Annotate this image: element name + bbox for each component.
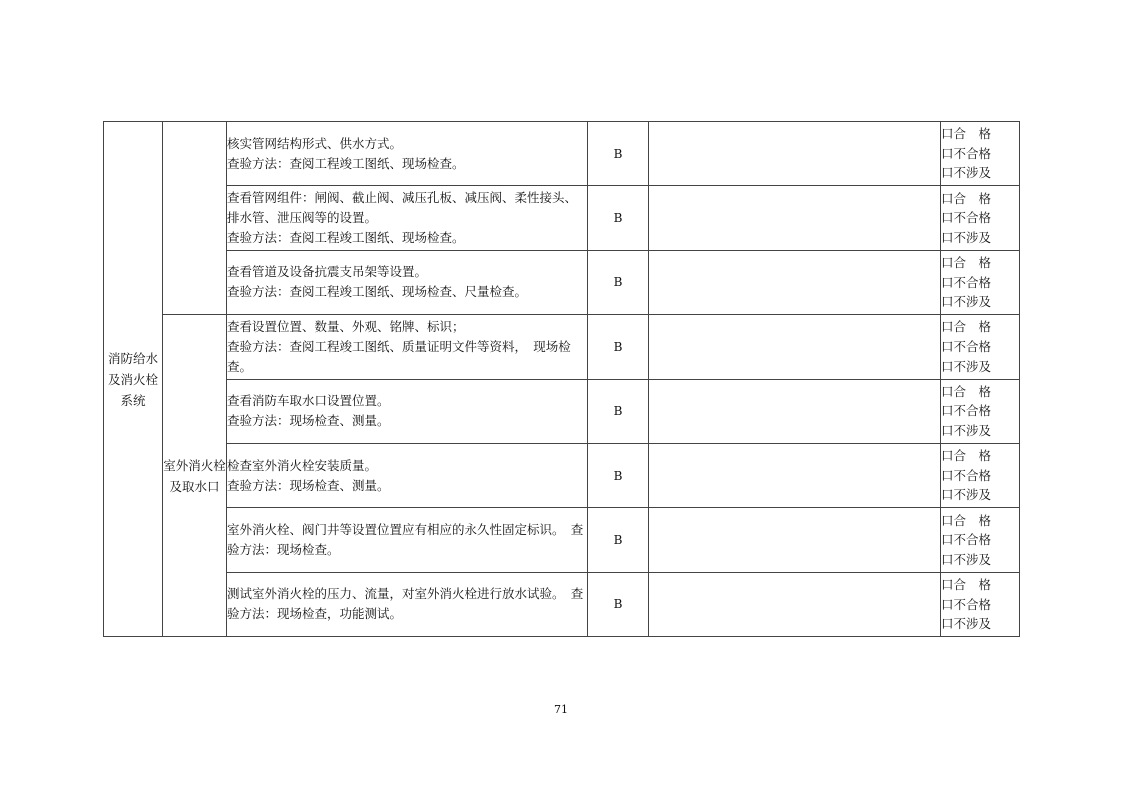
option-fail[interactable]: 口不合格	[941, 532, 992, 548]
subsection-cell	[163, 315, 227, 637]
check-item-text: 查看管道及设备抗震支吊架等设置。	[227, 264, 428, 280]
option-pass[interactable]: 口合 格	[941, 577, 992, 593]
grade-label: B	[613, 533, 623, 548]
check-item-cell	[227, 250, 588, 314]
grade-label: B	[613, 211, 623, 226]
check-item-text: 核实管网结构形式、供水方式。	[227, 135, 403, 151]
grade-label: B	[613, 275, 623, 290]
grade-cell	[588, 315, 649, 379]
check-method-text: 查验方法：现场检查、测量。	[227, 477, 390, 493]
result-options-cell	[941, 315, 1020, 379]
option-not-applicable[interactable]: 口不涉及	[941, 165, 992, 181]
option-not-applicable[interactable]: 口不涉及	[941, 487, 992, 503]
option-pass[interactable]: 口合 格	[941, 448, 992, 464]
option-fail[interactable]: 口不合格	[941, 210, 992, 226]
record-cell[interactable]	[649, 379, 941, 443]
grade-label: B	[613, 146, 623, 161]
system-name: 消防给水及消火栓系统	[107, 350, 158, 408]
option-pass[interactable]: 口合 格	[941, 319, 992, 335]
check-item-text: 测试室外消火栓的压力、流量，对室外消火栓进行放水试验。 查验方法：现场检查，功能测试。	[227, 586, 584, 622]
table-row	[104, 186, 1020, 250]
option-not-applicable[interactable]: 口不涉及	[941, 551, 992, 567]
check-item-cell	[227, 379, 588, 443]
check-item-text: 室外消火栓、阀门井等设置位置应有相应的永久性固定标识。 查验方法：现场检查。	[227, 522, 584, 558]
check-item-cell	[227, 122, 588, 186]
option-fail[interactable]: 口不合格	[941, 274, 992, 290]
option-fail[interactable]: 口不合格	[941, 467, 992, 483]
result-options-cell	[941, 250, 1020, 314]
check-item-cell	[227, 186, 588, 250]
table-row	[104, 508, 1020, 572]
check-method-text: 查验方法：查阅工程竣工图纸、现场检查、尺量检查。	[227, 284, 528, 300]
check-method-text: 查验方法：查阅工程竣工图纸、现场检查。	[227, 155, 465, 171]
check-item-cell	[227, 572, 588, 636]
option-fail[interactable]: 口不合格	[941, 596, 992, 612]
inspection-table	[103, 121, 1020, 637]
option-not-applicable[interactable]: 口不涉及	[941, 423, 992, 439]
check-item-cell	[227, 443, 588, 507]
option-pass[interactable]: 口合 格	[941, 512, 992, 528]
result-options-cell	[941, 443, 1020, 507]
record-cell[interactable]	[649, 315, 941, 379]
grade-label: B	[613, 597, 623, 612]
grade-cell	[588, 186, 649, 250]
grade-cell	[588, 508, 649, 572]
option-not-applicable[interactable]: 口不涉及	[941, 229, 992, 245]
grade-label: B	[613, 339, 623, 354]
record-cell[interactable]	[649, 508, 941, 572]
grade-cell	[588, 250, 649, 314]
option-not-applicable[interactable]: 口不涉及	[941, 616, 992, 632]
option-pass[interactable]: 口合 格	[941, 383, 992, 399]
option-pass[interactable]: 口合 格	[941, 190, 992, 206]
check-item-text: 查看管网组件：闸阀、截止阀、减压孔板、减压阀、柔性接头、排水管、泄压阀等的设置。	[227, 190, 578, 226]
grade-cell	[588, 443, 649, 507]
option-fail[interactable]: 口不合格	[941, 145, 992, 161]
check-method-text: 查验方法：现场检查、测量。	[227, 413, 390, 429]
check-item-text: 查看设置位置、数量、外观、铭牌、标识；	[227, 318, 465, 334]
table-row	[104, 379, 1020, 443]
option-fail[interactable]: 口不合格	[941, 403, 992, 419]
result-options-cell	[941, 508, 1020, 572]
option-pass[interactable]: 口合 格	[941, 255, 992, 271]
result-options-cell	[941, 122, 1020, 186]
record-cell[interactable]	[649, 250, 941, 314]
subsection-name: 室外消火栓及取水口	[163, 457, 226, 494]
grade-label: B	[613, 404, 623, 419]
table-row	[104, 250, 1020, 314]
grade-cell	[588, 379, 649, 443]
result-options-cell	[941, 572, 1020, 636]
check-method-text: 查验方法：查阅工程竣工图纸、质量证明文件等资料， 现场检查。	[227, 338, 571, 374]
grade-label: B	[613, 468, 623, 483]
record-cell[interactable]	[649, 122, 941, 186]
page-number: 71	[554, 703, 568, 716]
table-row	[104, 315, 1020, 379]
option-not-applicable[interactable]: 口不涉及	[941, 358, 992, 374]
table-row	[104, 122, 1020, 186]
table-row	[104, 443, 1020, 507]
check-item-text: 查看消防车取水口设置位置。	[227, 393, 390, 409]
option-not-applicable[interactable]: 口不涉及	[941, 294, 992, 310]
record-cell[interactable]	[649, 572, 941, 636]
result-options-cell	[941, 186, 1020, 250]
record-cell[interactable]	[649, 186, 941, 250]
record-cell[interactable]	[649, 443, 941, 507]
option-fail[interactable]: 口不合格	[941, 339, 992, 355]
grade-cell	[588, 572, 649, 636]
option-pass[interactable]: 口合 格	[941, 126, 992, 142]
result-options-cell	[941, 379, 1020, 443]
grade-cell	[588, 122, 649, 186]
system-name-cell	[104, 122, 163, 637]
check-item-cell	[227, 315, 588, 379]
check-method-text: 查验方法：查阅工程竣工图纸、现场检查。	[227, 230, 465, 246]
table-row	[104, 572, 1020, 636]
check-item-cell	[227, 508, 588, 572]
subsection-cell-empty	[163, 122, 227, 315]
check-item-text: 检查室外消火栓安装质量。	[227, 457, 378, 473]
